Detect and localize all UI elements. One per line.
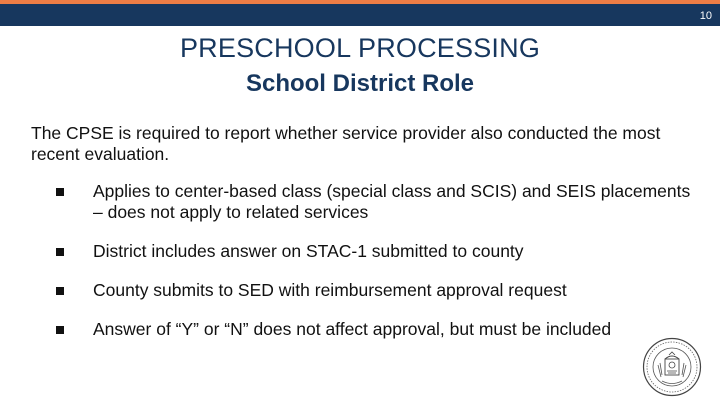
square-bullet-icon	[56, 287, 64, 295]
title-block	[0, 32, 720, 98]
slide-subtitle: School District Role	[245, 70, 475, 97]
header-band	[0, 4, 720, 26]
bullet-text: County submits to SED with reimbursement approval request	[93, 280, 567, 300]
bullet-item	[56, 319, 696, 340]
bullet-list	[56, 181, 696, 340]
square-bullet-icon	[56, 188, 64, 196]
slide-title: PRESCHOOL PROCESSING	[179, 33, 541, 63]
square-bullet-icon	[56, 326, 64, 334]
bullet-text: Applies to center-based class (special class and SCIS) and SEIS placements – does not apply to related services	[93, 181, 691, 222]
square-bullet-icon	[56, 248, 64, 256]
state-seal-icon	[642, 337, 702, 397]
bullet-item	[56, 280, 696, 301]
bullet-text: District includes answer on STAC-1 submitted to county	[93, 241, 524, 261]
bullet-item	[56, 181, 696, 223]
intro-paragraph: The CPSE is required to report whether service provider also conducted the most recent evaluation.	[31, 123, 661, 164]
slide-number: 10	[699, 10, 712, 22]
bullet-text: Answer of “Y” or “N” does not affect approval, but must be included	[93, 319, 612, 339]
bullet-item	[56, 241, 696, 262]
